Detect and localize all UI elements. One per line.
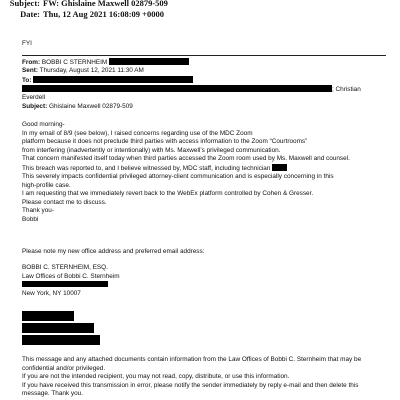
disclaimer-line: message. Thank you.: [22, 390, 83, 397]
body-line: That concern manifested itself today when third parties accessed the Zoom room used by Ms. Maxwell and counsel.: [22, 155, 350, 162]
redaction-bar: [33, 76, 193, 83]
body-line: Good morning-: [22, 121, 65, 128]
forwarded-to-tail: ; Christian: [332, 86, 361, 93]
forwarded-to-continued-row: [22, 85, 361, 95]
disclaimer-line: If you are not the intended recipient, you may not read, copy, distribute, or use this information.: [22, 373, 290, 380]
forwarded-sent-row: [22, 67, 144, 76]
forwarded-to-line2: Everdell: [22, 94, 46, 101]
body-line: This severely impacts confidential privileged attorney-client communication and is especially concerning in this: [22, 173, 334, 180]
body-line: platform because it does not preclude third parties with access information to the Zoom “Courtrooms”: [22, 138, 308, 145]
forwarded-subject-row: [22, 103, 133, 112]
fyi-note: FYI: [22, 40, 32, 47]
body-line: Thank you-: [22, 207, 54, 214]
header-subject-label: Subject:: [9, 0, 40, 8]
disclaimer-line: This message and any attached documents contain information from the Law Offices of Bobbi C. Sternheim that may be: [22, 356, 362, 363]
redaction-bar: [272, 164, 287, 171]
forwarded-sent-value: Thursday, August 12, 2021 11:30 AM: [39, 67, 144, 74]
signature-city: New York, NY 10007: [22, 290, 81, 297]
body-line: Bobbi: [22, 215, 39, 223]
disclaimer-line: confidential and/or privileged.: [22, 364, 106, 372]
redaction-bar: [22, 311, 74, 321]
header-date-value: Thu, 12 Aug 2021 16:08:09 +0000: [43, 9, 165, 19]
body-line-with-redaction: This breach was reported to, and I believe witnessed by, MDC staff, including technician: [22, 164, 350, 174]
signature-name: BOBBI C. STERNHEIM, ESQ.: [22, 264, 108, 271]
redaction-bar: [22, 323, 94, 333]
forwarded-from-value: BOBBI C STERNHEIM: [41, 59, 108, 66]
confidentiality-disclaimer: [22, 356, 361, 399]
redaction-bar: [109, 58, 189, 65]
address-notice: Please note my new office address and preferred email address:: [22, 248, 205, 255]
message-body: [22, 121, 350, 224]
body-line: In my email of 8/9 (see below), I raised concerns regarding use of the MDC Zoom: [22, 129, 253, 137]
forwarded-subject-label: Subject:: [22, 103, 48, 110]
forwarded-sent-label: Sent:: [22, 67, 38, 74]
header-subject-value: FW: Ghislaine Maxwell 02879-509: [43, 0, 168, 8]
header-subject-row: [0, 0, 168, 8]
body-line: I am requesting that we immediately revert back to the WebEx platform controlled by Cohen & Gresser.: [22, 190, 314, 197]
redaction-bar: [22, 281, 108, 290]
redaction-bar: [22, 335, 100, 345]
forwarded-from-label: From:: [22, 59, 41, 66]
body-line: Please contact me to discuss.: [22, 198, 107, 206]
signature-firm: Law Offices of Bobbi C. Sternheim: [22, 272, 120, 280]
forward-divider: [22, 55, 386, 56]
redaction-bar: [22, 85, 332, 92]
forwarded-to-label: To:: [22, 77, 32, 84]
body-line: high-profile case.: [22, 181, 71, 189]
body-line: from interfering (inadvertently or intentionally) with Ms. Maxwell’s privileged communication.: [22, 146, 281, 154]
signature-block: [22, 264, 120, 281]
forwarded-subject-value: Ghislaine Maxwell 02879-509: [49, 103, 133, 110]
header-date-row: [0, 9, 164, 19]
header-date-label: Date:: [20, 9, 40, 19]
disclaimer-line: If you have received this transmission in error, please notify the sender immediately by reply e-mail and then delete this: [22, 381, 359, 389]
